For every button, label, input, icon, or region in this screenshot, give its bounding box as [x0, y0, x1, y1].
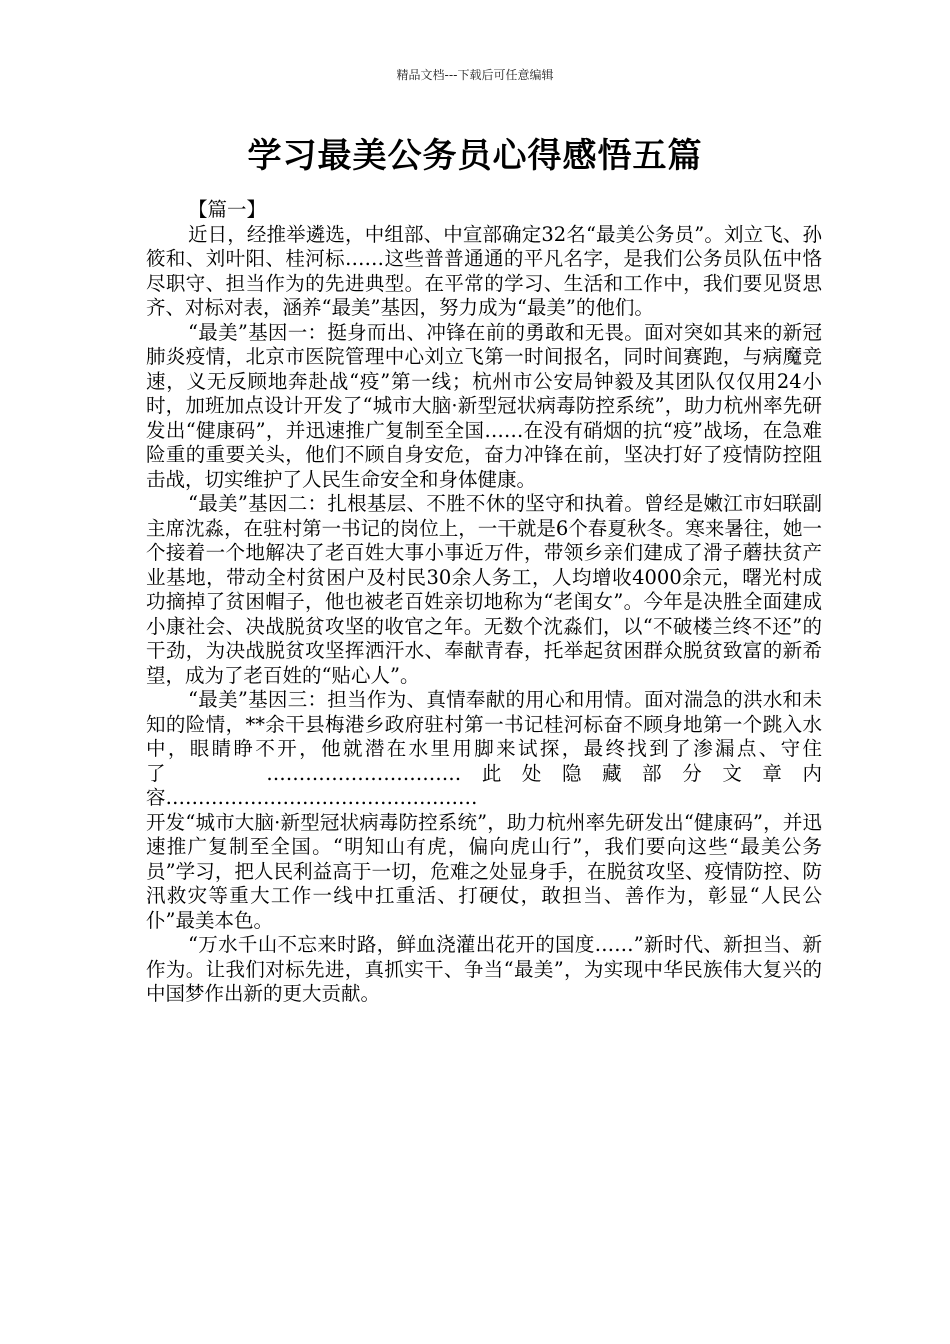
document-body [146, 198, 822, 1007]
section-label: 【篇一】 [188, 198, 267, 221]
paragraph-gene-one: “最美”基因一：挺身而出、冲锋在前的勇敢和无畏。面对突如其来的新冠肺炎疫情，北京市医院管理中心刘立飞第一时间报名，同时间赛跑，与病魔竞速，义无反顾地奔赴战“疫”第一线；杭州市公安局钟毅及其团队仅仅用24小时，加班加点设计开发了“城市大脑·新型冠状病毒防控系统”，助力杭州率先研发出“健康码”，并迅速推广复制至全国……在没有硝烟的抗“疫”战场，在急难险重的重要关头，他们不顾自身安危，奋力冲锋在前，坚决打好了疫情防控阻击战，切实维护了人民生命安全和身体健康。 [146, 320, 822, 491]
document-title: 学习最美公务员心得感悟五篇 [247, 136, 703, 176]
page-header: 精品文档---下载后可任意编辑 [396, 68, 554, 82]
paragraph-gene-three: “最美”基因三：担当作为、真情奉献的用心和用情。面对湍急的洪水和未知的险情，**余干县梅港乡政府驻村第一书记桂河标奋不顾身地第一个跳入水中，眼睛睁不开，他就潜在水里用脚来试探，最终找到了渗漏点、守住了 …………………………此处隐藏部分文章内容………………………………………… [146, 688, 822, 809]
paragraph-continuation: 开发“城市大脑·新型冠状病毒防控系统”，助力杭州率先研发出“健康码”，并迅速推广复制至全国。“明知山有虎，偏向虎山行”，我们要向这些“最美公务员”学习，把人民利益高于一切，危难之处显身手，在脱贫攻坚、疫情防控、防汛救灾等重大工作一线中扛重活、打硬仗，敢担当、善作为，彰显“人民公仆”最美本色。 [146, 810, 822, 932]
paragraph-conclusion: “万水千山不忘来时路，鲜血浇灌出花开的国度……”新时代、新担当、新作为。让我们对标先进，真抓实干、争当“最美”，为实现中华民族伟大复兴的中国梦作出新的更大贡献。 [146, 933, 822, 1005]
paragraph-intro: 近日，经推举遴选，中组部、中宣部确定32名“最美公务员”。刘立飞、孙筱和、刘叶阳、桂河标……这些普普通通的平凡名字，是我们公务员队伍中恪尽职守、担当作为的先进典型。在平常的学习、生活和工作中，我们要见贤思齐、对标对表，涵养“最美”基因，努力成为“最美”的他们。 [146, 222, 822, 319]
paragraph-gene-two: “最美”基因二：扎根基层、不胜不休的坚守和执着。曾经是嫩江市妇联副主席沈淼，在驻村第一书记的岗位上，一干就是6个春夏秋冬。寒来暑往，她一个接着一个地解决了老百姓大事小事近万件，带领乡亲们建成了滑子蘑扶贫产业基地，带动全村贫困户及村民30余人务工，人均增收4000余元，曙光村成功摘掉了贫困帽子，他也被老百姓亲切地称为“老闺女”。今年是决胜全面建成小康社会、决战脱贫攻坚的收官之年。无数个沈淼们，以“不破楼兰终不还”的干劲，为决战脱贫攻坚挥洒汗水、奉献青春，托举起贫困群众脱贫致富的新希望，成为了老百姓的“贴心人”。 [146, 492, 822, 687]
